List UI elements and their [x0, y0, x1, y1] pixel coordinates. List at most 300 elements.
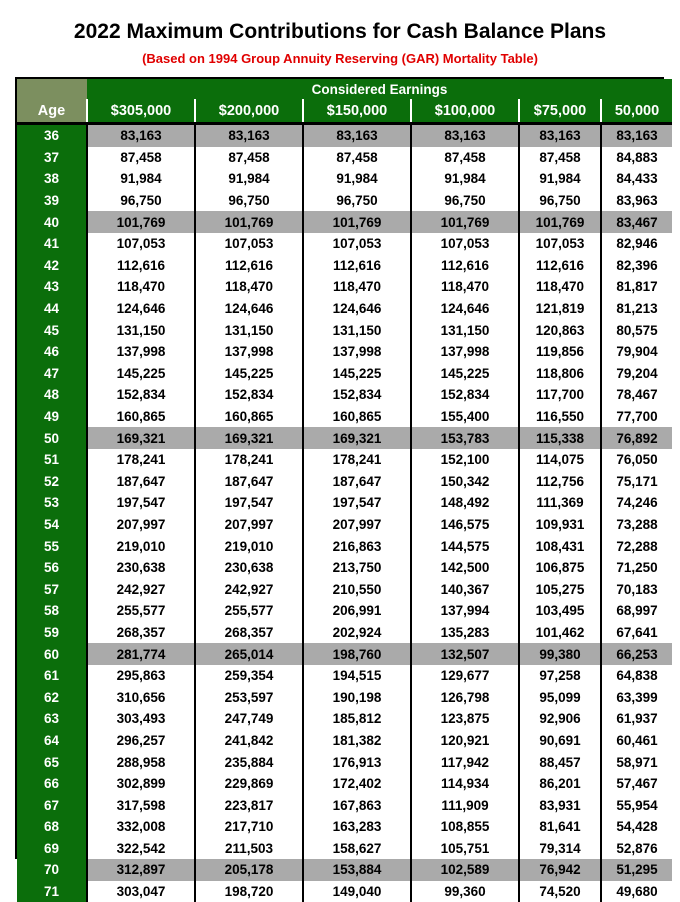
- contribution-cell: 78,467: [601, 384, 672, 406]
- contribution-cell: 152,834: [195, 384, 303, 406]
- contribution-cell: 111,909: [411, 794, 519, 816]
- contribution-cell: 71,250: [601, 557, 672, 579]
- age-cell: 44: [17, 298, 87, 320]
- table-row: [17, 751, 672, 773]
- considered-earnings-row: [17, 79, 672, 99]
- page-subtitle: (Based on 1994 Group Annuity Reserving (GAR) Mortality Table): [0, 51, 680, 66]
- table-row: [17, 773, 672, 795]
- contribution-cell: 83,931: [519, 794, 601, 816]
- age-column-header: Age: [17, 99, 87, 124]
- contribution-cell: 112,616: [195, 255, 303, 277]
- contribution-cell: 124,646: [195, 298, 303, 320]
- age-cell: 70: [17, 859, 87, 881]
- contribution-cell: 97,258: [519, 665, 601, 687]
- contribution-cell: 96,750: [519, 190, 601, 212]
- age-cell: 58: [17, 600, 87, 622]
- contribution-cell: 142,500: [411, 557, 519, 579]
- contribution-cell: 96,750: [411, 190, 519, 212]
- earnings-column-header: $100,000: [411, 99, 519, 124]
- table-row: [17, 794, 672, 816]
- contribution-cell: 81,817: [601, 276, 672, 298]
- earnings-column-header: $150,000: [303, 99, 411, 124]
- contribution-cell: 242,927: [195, 578, 303, 600]
- table-row: [17, 427, 672, 449]
- contribution-cell: 144,575: [411, 535, 519, 557]
- contribution-cell: 217,710: [195, 816, 303, 838]
- contribution-cell: 235,884: [195, 751, 303, 773]
- contribution-cell: 265,014: [195, 643, 303, 665]
- table-row: [17, 147, 672, 169]
- contribution-cell: 87,458: [411, 147, 519, 169]
- contribution-cell: 117,700: [519, 384, 601, 406]
- contribution-cell: 107,053: [303, 233, 411, 255]
- table-row: [17, 276, 672, 298]
- contribution-cell: 288,958: [87, 751, 195, 773]
- contribution-cell: 49,680: [601, 881, 672, 902]
- age-cell: 60: [17, 643, 87, 665]
- contribution-cell: 101,769: [303, 211, 411, 233]
- contribution-cell: 229,869: [195, 773, 303, 795]
- contribution-cell: 259,354: [195, 665, 303, 687]
- contribution-cell: 73,288: [601, 514, 672, 536]
- contribution-cell: 219,010: [195, 535, 303, 557]
- contribution-cell: 57,467: [601, 773, 672, 795]
- contribution-cell: 322,542: [87, 838, 195, 860]
- contribution-cell: 83,467: [601, 211, 672, 233]
- contribution-cell: 202,924: [303, 622, 411, 644]
- contribution-cell: 52,876: [601, 838, 672, 860]
- contribution-cell: 295,863: [87, 665, 195, 687]
- contribution-cell: 83,163: [601, 124, 672, 147]
- contribution-cell: 160,865: [87, 406, 195, 428]
- contribution-cell: 107,053: [195, 233, 303, 255]
- contribution-cell: 68,997: [601, 600, 672, 622]
- contribution-cell: 145,225: [87, 363, 195, 385]
- contribution-cell: 213,750: [303, 557, 411, 579]
- age-cell: 68: [17, 816, 87, 838]
- contribution-cell: 105,751: [411, 838, 519, 860]
- contribution-cell: 223,817: [195, 794, 303, 816]
- table-body: [17, 124, 672, 902]
- contribution-cell: 63,399: [601, 686, 672, 708]
- contribution-cell: 148,492: [411, 492, 519, 514]
- contribution-cell: 207,997: [195, 514, 303, 536]
- contribution-cell: 172,402: [303, 773, 411, 795]
- contribution-cell: 255,577: [87, 600, 195, 622]
- contribution-cell: 155,400: [411, 406, 519, 428]
- age-cell: 55: [17, 535, 87, 557]
- age-cell: 61: [17, 665, 87, 687]
- contribution-cell: 112,616: [411, 255, 519, 277]
- contribution-cell: 91,984: [519, 168, 601, 190]
- contribution-cell: 79,904: [601, 341, 672, 363]
- contribution-cell: 108,855: [411, 816, 519, 838]
- contribution-cell: 112,756: [519, 471, 601, 493]
- contribution-cell: 137,994: [411, 600, 519, 622]
- contribution-cell: 140,367: [411, 578, 519, 600]
- contribution-cell: 296,257: [87, 730, 195, 752]
- table-row: [17, 449, 672, 471]
- contribution-cell: 51,295: [601, 859, 672, 881]
- contribution-cell: 219,010: [87, 535, 195, 557]
- contribution-cell: 145,225: [411, 363, 519, 385]
- contribution-cell: 332,008: [87, 816, 195, 838]
- contributions-table: [17, 79, 672, 902]
- table-row: [17, 578, 672, 600]
- page-title: 2022 Maximum Contributions for Cash Balance Plans: [0, 20, 680, 44]
- contribution-cell: 137,998: [303, 341, 411, 363]
- table-row: [17, 859, 672, 881]
- contribution-cell: 131,150: [195, 319, 303, 341]
- table-row: [17, 319, 672, 341]
- age-cell: 52: [17, 471, 87, 493]
- contribution-cell: 230,638: [195, 557, 303, 579]
- contribution-cell: 79,204: [601, 363, 672, 385]
- contribution-cell: 205,178: [195, 859, 303, 881]
- contribution-cell: 79,314: [519, 838, 601, 860]
- contribution-cell: 211,503: [195, 838, 303, 860]
- contribution-cell: 153,884: [303, 859, 411, 881]
- contribution-cell: 124,646: [411, 298, 519, 320]
- contribution-cell: 190,198: [303, 686, 411, 708]
- age-cell: 56: [17, 557, 87, 579]
- age-cell: 51: [17, 449, 87, 471]
- contribution-cell: 99,380: [519, 643, 601, 665]
- age-cell: 65: [17, 751, 87, 773]
- age-cell: 46: [17, 341, 87, 363]
- contribution-cell: 90,691: [519, 730, 601, 752]
- age-cell: 39: [17, 190, 87, 212]
- contribution-cell: 111,369: [519, 492, 601, 514]
- contribution-cell: 187,647: [87, 471, 195, 493]
- contribution-cell: 253,597: [195, 686, 303, 708]
- contribution-cell: 108,431: [519, 535, 601, 557]
- contribution-cell: 87,458: [195, 147, 303, 169]
- contribution-cell: 83,163: [87, 124, 195, 147]
- contribution-cell: 87,458: [519, 147, 601, 169]
- table-row: [17, 708, 672, 730]
- table-row: [17, 492, 672, 514]
- age-cell: 57: [17, 578, 87, 600]
- table-row: [17, 600, 672, 622]
- contribution-cell: 230,638: [87, 557, 195, 579]
- contribution-cell: 178,241: [303, 449, 411, 471]
- table-row: [17, 881, 672, 902]
- contribution-cell: 163,283: [303, 816, 411, 838]
- age-cell: 45: [17, 319, 87, 341]
- age-cell: 64: [17, 730, 87, 752]
- contribution-cell: 106,875: [519, 557, 601, 579]
- contribution-cell: 87,458: [303, 147, 411, 169]
- contribution-cell: 114,075: [519, 449, 601, 471]
- age-cell: 43: [17, 276, 87, 298]
- contribution-cell: 146,575: [411, 514, 519, 536]
- contribution-cell: 64,838: [601, 665, 672, 687]
- age-cell: 36: [17, 124, 87, 147]
- contribution-cell: 96,750: [87, 190, 195, 212]
- contribution-cell: 198,760: [303, 643, 411, 665]
- contribution-cell: 76,050: [601, 449, 672, 471]
- contribution-cell: 96,750: [195, 190, 303, 212]
- contribution-cell: 118,470: [411, 276, 519, 298]
- contribution-cell: 178,241: [195, 449, 303, 471]
- contribution-cell: 242,927: [87, 578, 195, 600]
- table-row: [17, 838, 672, 860]
- age-cell: 54: [17, 514, 87, 536]
- contribution-cell: 303,047: [87, 881, 195, 902]
- contribution-cell: 82,396: [601, 255, 672, 277]
- contribution-cell: 126,798: [411, 686, 519, 708]
- contribution-cell: 107,053: [87, 233, 195, 255]
- contribution-cell: 112,616: [519, 255, 601, 277]
- contribution-cell: 216,863: [303, 535, 411, 557]
- table-row: [17, 233, 672, 255]
- contribution-cell: 149,040: [303, 881, 411, 902]
- contribution-cell: 99,360: [411, 881, 519, 902]
- contributions-table-frame: [15, 77, 664, 859]
- age-cell: 42: [17, 255, 87, 277]
- contribution-cell: 83,963: [601, 190, 672, 212]
- contribution-cell: 247,749: [195, 708, 303, 730]
- table-row: [17, 665, 672, 687]
- table-row: [17, 406, 672, 428]
- contribution-cell: 137,998: [195, 341, 303, 363]
- contribution-cell: 131,150: [87, 319, 195, 341]
- contribution-cell: 120,863: [519, 319, 601, 341]
- table-row: [17, 622, 672, 644]
- contribution-cell: 197,547: [195, 492, 303, 514]
- contribution-cell: 178,241: [87, 449, 195, 471]
- contribution-cell: 137,998: [411, 341, 519, 363]
- contribution-cell: 91,984: [303, 168, 411, 190]
- contribution-cell: 67,641: [601, 622, 672, 644]
- contribution-cell: 95,099: [519, 686, 601, 708]
- contribution-cell: 207,997: [303, 514, 411, 536]
- contribution-cell: 118,470: [303, 276, 411, 298]
- table-row: [17, 384, 672, 406]
- contribution-cell: 92,906: [519, 708, 601, 730]
- contribution-cell: 152,100: [411, 449, 519, 471]
- contribution-cell: 76,942: [519, 859, 601, 881]
- contribution-cell: 137,998: [87, 341, 195, 363]
- contribution-cell: 187,647: [303, 471, 411, 493]
- contribution-cell: 303,493: [87, 708, 195, 730]
- contribution-cell: 312,897: [87, 859, 195, 881]
- contribution-cell: 302,899: [87, 773, 195, 795]
- table-row: [17, 535, 672, 557]
- contribution-cell: 81,213: [601, 298, 672, 320]
- age-cell: 47: [17, 363, 87, 385]
- contribution-cell: 268,357: [195, 622, 303, 644]
- contribution-cell: 74,520: [519, 881, 601, 902]
- contribution-cell: 91,984: [195, 168, 303, 190]
- contribution-cell: 116,550: [519, 406, 601, 428]
- contribution-cell: 176,913: [303, 751, 411, 773]
- contribution-cell: 101,769: [195, 211, 303, 233]
- contribution-cell: 167,863: [303, 794, 411, 816]
- contribution-cell: 169,321: [87, 427, 195, 449]
- contribution-cell: 118,470: [195, 276, 303, 298]
- contribution-cell: 83,163: [195, 124, 303, 147]
- contribution-cell: 87,458: [87, 147, 195, 169]
- table-row: [17, 211, 672, 233]
- contribution-cell: 160,865: [195, 406, 303, 428]
- age-cell: 69: [17, 838, 87, 860]
- age-cell: 53: [17, 492, 87, 514]
- contribution-cell: 123,875: [411, 708, 519, 730]
- contribution-cell: 281,774: [87, 643, 195, 665]
- contribution-cell: 114,934: [411, 773, 519, 795]
- age-cell: 62: [17, 686, 87, 708]
- age-cell: 67: [17, 794, 87, 816]
- contribution-cell: 81,641: [519, 816, 601, 838]
- contribution-cell: 112,616: [87, 255, 195, 277]
- contribution-cell: 70,183: [601, 578, 672, 600]
- table-row: [17, 557, 672, 579]
- contribution-cell: 72,288: [601, 535, 672, 557]
- age-cell: 38: [17, 168, 87, 190]
- contribution-cell: 75,171: [601, 471, 672, 493]
- age-cell: 59: [17, 622, 87, 644]
- column-header-row: [17, 99, 672, 124]
- contribution-cell: 152,834: [411, 384, 519, 406]
- earnings-column-header: $75,000: [519, 99, 601, 124]
- contribution-cell: 77,700: [601, 406, 672, 428]
- contribution-cell: 76,892: [601, 427, 672, 449]
- contribution-cell: 55,954: [601, 794, 672, 816]
- age-cell: 49: [17, 406, 87, 428]
- contribution-cell: 117,942: [411, 751, 519, 773]
- contribution-cell: 101,769: [411, 211, 519, 233]
- contribution-cell: 124,646: [303, 298, 411, 320]
- age-cell: 41: [17, 233, 87, 255]
- contribution-cell: 82,946: [601, 233, 672, 255]
- contribution-cell: 83,163: [411, 124, 519, 147]
- contribution-cell: 160,865: [303, 406, 411, 428]
- table-row: [17, 190, 672, 212]
- contribution-cell: 152,834: [87, 384, 195, 406]
- contribution-cell: 103,495: [519, 600, 601, 622]
- contribution-cell: 84,883: [601, 147, 672, 169]
- contribution-cell: 124,646: [87, 298, 195, 320]
- table-row: [17, 730, 672, 752]
- contribution-cell: 91,984: [87, 168, 195, 190]
- table-row: [17, 471, 672, 493]
- contribution-cell: 105,275: [519, 578, 601, 600]
- contribution-cell: 181,382: [303, 730, 411, 752]
- contribution-cell: 129,677: [411, 665, 519, 687]
- contribution-cell: 101,462: [519, 622, 601, 644]
- contribution-cell: 206,991: [303, 600, 411, 622]
- table-row: [17, 643, 672, 665]
- contribution-cell: 194,515: [303, 665, 411, 687]
- contribution-cell: 118,470: [87, 276, 195, 298]
- contribution-cell: 317,598: [87, 794, 195, 816]
- contribution-cell: 107,053: [411, 233, 519, 255]
- table-row: [17, 168, 672, 190]
- contribution-cell: 96,750: [303, 190, 411, 212]
- contribution-cell: 102,589: [411, 859, 519, 881]
- table-row: [17, 255, 672, 277]
- contribution-cell: 197,547: [87, 492, 195, 514]
- age-cell: 63: [17, 708, 87, 730]
- earnings-column-header: 50,000: [601, 99, 672, 124]
- contribution-cell: 241,842: [195, 730, 303, 752]
- contribution-cell: 60,461: [601, 730, 672, 752]
- age-cell: 66: [17, 773, 87, 795]
- contribution-cell: 268,357: [87, 622, 195, 644]
- contribution-cell: 91,984: [411, 168, 519, 190]
- table-row: [17, 341, 672, 363]
- age-header-top: [17, 79, 87, 99]
- age-cell: 71: [17, 881, 87, 902]
- contribution-cell: 88,457: [519, 751, 601, 773]
- contribution-cell: 101,769: [87, 211, 195, 233]
- contribution-cell: 197,547: [303, 492, 411, 514]
- contribution-cell: 207,997: [87, 514, 195, 536]
- contribution-cell: 145,225: [195, 363, 303, 385]
- contribution-cell: 54,428: [601, 816, 672, 838]
- contribution-cell: 115,338: [519, 427, 601, 449]
- contribution-cell: 185,812: [303, 708, 411, 730]
- contribution-cell: 121,819: [519, 298, 601, 320]
- age-cell: 37: [17, 147, 87, 169]
- contribution-cell: 198,720: [195, 881, 303, 902]
- contribution-cell: 210,550: [303, 578, 411, 600]
- contribution-cell: 84,433: [601, 168, 672, 190]
- earnings-column-header: $200,000: [195, 99, 303, 124]
- contribution-cell: 107,053: [519, 233, 601, 255]
- contribution-cell: 255,577: [195, 600, 303, 622]
- considered-earnings-header: Considered Earnings: [87, 79, 672, 99]
- contribution-cell: 118,470: [519, 276, 601, 298]
- contribution-cell: 153,783: [411, 427, 519, 449]
- contribution-cell: 58,971: [601, 751, 672, 773]
- contribution-cell: 135,283: [411, 622, 519, 644]
- table-row: [17, 686, 672, 708]
- contribution-cell: 310,656: [87, 686, 195, 708]
- contribution-cell: 158,627: [303, 838, 411, 860]
- earnings-column-header: $305,000: [87, 99, 195, 124]
- contribution-cell: 150,342: [411, 471, 519, 493]
- age-cell: 40: [17, 211, 87, 233]
- age-cell: 50: [17, 427, 87, 449]
- contribution-cell: 187,647: [195, 471, 303, 493]
- contribution-cell: 169,321: [303, 427, 411, 449]
- table-row: [17, 298, 672, 320]
- contribution-cell: 119,856: [519, 341, 601, 363]
- contribution-cell: 101,769: [519, 211, 601, 233]
- contribution-cell: 109,931: [519, 514, 601, 536]
- age-cell: 48: [17, 384, 87, 406]
- contribution-cell: 80,575: [601, 319, 672, 341]
- contribution-cell: 152,834: [303, 384, 411, 406]
- contribution-cell: 145,225: [303, 363, 411, 385]
- table-row: [17, 124, 672, 147]
- table-row: [17, 816, 672, 838]
- contribution-cell: 61,937: [601, 708, 672, 730]
- contribution-cell: 132,507: [411, 643, 519, 665]
- contribution-cell: 131,150: [303, 319, 411, 341]
- contribution-cell: 74,246: [601, 492, 672, 514]
- contribution-cell: 66,253: [601, 643, 672, 665]
- contribution-cell: 118,806: [519, 363, 601, 385]
- contribution-cell: 120,921: [411, 730, 519, 752]
- contribution-cell: 131,150: [411, 319, 519, 341]
- contribution-cell: 169,321: [195, 427, 303, 449]
- table-row: [17, 363, 672, 385]
- contribution-cell: 83,163: [519, 124, 601, 147]
